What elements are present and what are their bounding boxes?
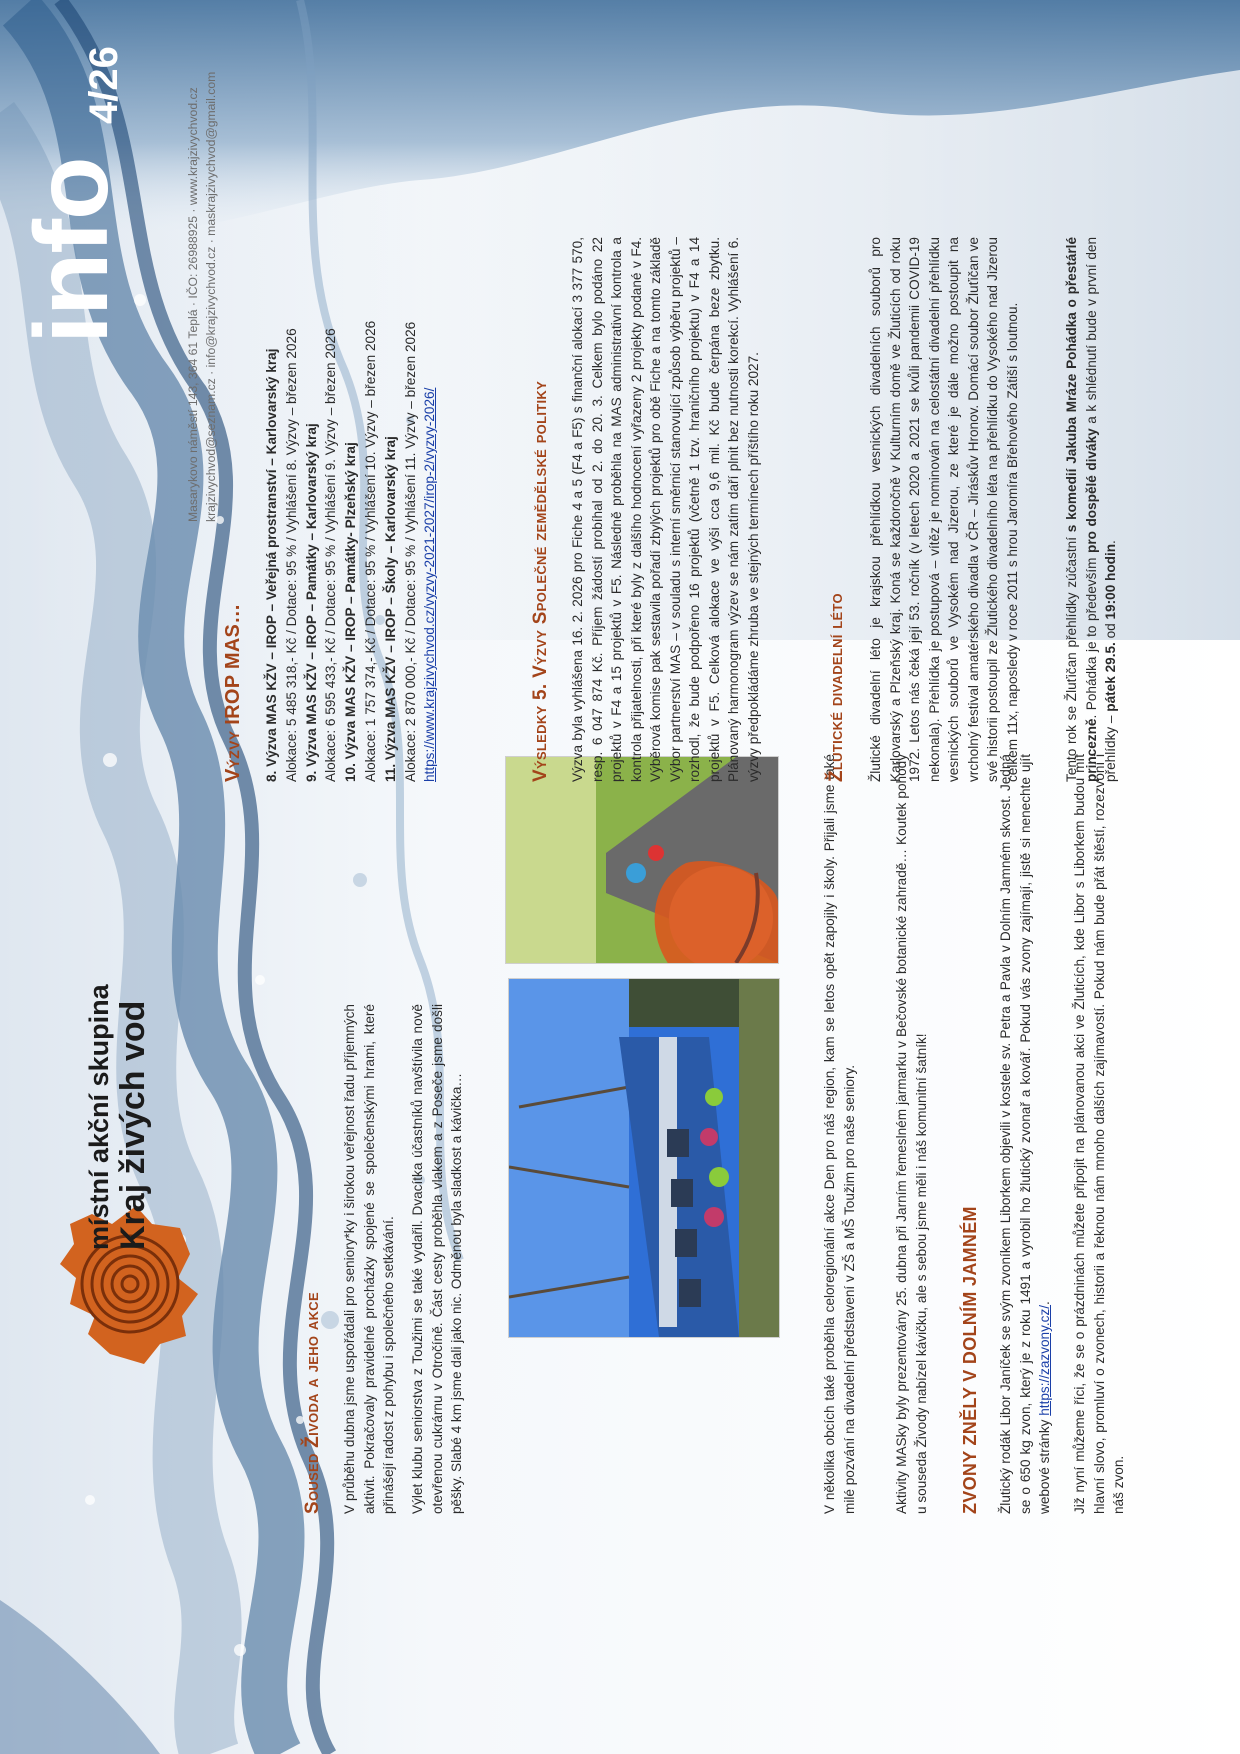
irop-calls-list — [262, 222, 440, 782]
irop-call-11-detail: Alokace: 2 870 000,- Kč / Dotace: 95 % / Vyhlášení 11. Výzvy – březen 2026 — [402, 321, 418, 782]
divadlo-paragraph-1: Žlutické divadelní léto je krajskou přehlídkou vesnických divadelních souborů pro Karlovarský a Plzeňský kraj. Koná se každoročně v Kulturním domě ve Žluticích od roku 1972. Letos nás čeká její 53. ročník (v letech 2020 a 2021 se kvůli pandemii COVID-19 nekonala). Přehlídka je postupová – vítěz je nominován na celostátní divadelní přehlídku vesnických souborů ve Vysokém nad Jizerou, ze které je dále možno postoupit na vrcholný festival amatérského divadla v ČR – Jiráskův Hronov. Domácí soubor Žluťičan ve své historii postoupil ze Žlutického divadelního léta na přehlídku do Vysokého nad Jizerou celkem 11x, naposledy v roce 2011 s hrou Jaromíra Břehového Zátiší s loutnou. — [868, 237, 1020, 782]
zvony-paragraph-2: Již nyní můžeme říci, že se o prázdninách můžete připojit na plánovanou akci ve Žluticích, kde Libor s Liborkem budou mít hlavní slovo, promluví o zvonech, historii a řeknou nám mnoho dalších zajímavostí. Pokud nám bude přát štěstí, rozezvoní i náš zvon. — [1072, 754, 1126, 1514]
mas-logo — [40, 984, 210, 1374]
zazvony-link[interactable]: https://zazvony.cz/ — [1037, 1304, 1052, 1416]
soused-paragraph-2: Výlet klubu seniorstva z Toužimi se také vydařil. Dvacítka účastníků navštívila nově otevřenou cukrárnu v Otročíně. Část cesty proběhla vlakem a z Poseče jsme došli pěšky. Slabé 4 km jsme dali jako nic. Odměnou byla sladkost a kávička… — [410, 1004, 464, 1514]
soused-paragraph-4: Aktivity MASky byly prezentovány 25. dubna při Jarním řemeslném jarmarku v Bečovské botanické zahradě… Koutek pohody u souseda Živody nabízel kávičku, ale s sebou jsme měli i náš komunitní šatník! — [894, 754, 929, 1514]
zvony-paragraph-1-end: . — [1037, 1301, 1052, 1305]
logo-line-1: místní akční skupina — [84, 984, 114, 1250]
masthead-issue: 4/26 — [82, 46, 126, 124]
divadlo-p2-a: Tento rok se Žluťičan přehlídky zúčastní — [1064, 532, 1079, 782]
divadlo-p2-i: . — [1103, 540, 1118, 544]
divadlo-heading: Žlutické divadelní léto — [826, 593, 847, 782]
irop-heading: Výzvy IROP MAS… — [222, 603, 244, 782]
zvony-paragraph-1-text: Žlutický rodák Libor Janíček se svým zvoníkem Liborkem objevili v kostele sv. Petra a Pavla v Dolním Jamném skvost. Jedná se o 650 kg zvon, který je z roku 1491 a vyrobil ho žlutický zvonař a kovář. Pokud vás zvony zajímají, jistě si nenechte ujít webové stránky — [998, 754, 1052, 1514]
masthead-info: info — [14, 157, 130, 344]
logo-line-2: Kraj živých vod — [114, 1000, 152, 1250]
divadlo-p2-f: pátek 29.5. — [1103, 642, 1118, 712]
contact-address: Masarykovo náměstí 143, 364 61 Teplá · IČO: 26988925 · www.krajzivychvod.cz — [186, 87, 200, 522]
divadlo-p2-h: 19:00 hodin — [1103, 543, 1118, 620]
irop-call-10-detail: Alokace: 1 757 374,- Kč / Dotace: 95 % / Vyhlášení 10. Výzvy – březen 2026 — [362, 320, 378, 782]
photo-train-trip — [508, 978, 780, 1338]
irop-call-9-detail: Alokace: 6 595 433,- Kč / Dotace: 95 % / Vyhlášení 9. Výzvy – březen 2026 — [323, 328, 339, 782]
divadlo-p2-d: pro dospělé diváky — [1083, 428, 1099, 553]
contact-emails: krajzivychvod@seznam.cz · info@krajzivychvod.cz · maskrajzivychvod@gmail.com — [204, 71, 218, 522]
photo-walk-selfie — [505, 756, 779, 964]
divadlo-p2-e: a k shlédnutí bude v první den přehlídky – — [1083, 236, 1118, 782]
divadlo-p2-c: . Pohádka je to především — [1083, 552, 1099, 719]
divadlo-paragraph-2 — [1062, 237, 1121, 782]
irop-call-8-detail: Alokace: 5 485 318,- Kč / Dotace: 95 % / Vyhlášení 8. Výzvy – březen 2026 — [283, 328, 299, 782]
soused-paragraph-1: V průběhu dubna jsme uspořádali pro seniory*ky i širokou veřejnost řadu příjemných aktivit. Pokračovaly pravidelné procházky spojené se společenskými hrami, které přinášejí radost z pohybu i společného setkávání. — [342, 1004, 396, 1514]
soused-paragraph-3: V několika obcích také proběhla celoregionální akce Den pro náš region, kam se letos opět zapojily i školy. Přijali jsme také milé pozvání na divadelní představení v ZŠ a MŠ Toužim pro naše seniory. — [822, 754, 857, 1514]
irop-call-8-name: 8. Výzva MAS KŽV – IROP – Veřejná prostranství – Karlovarský kraj — [264, 348, 279, 782]
soused-heading: Soused Živoda a jeho akce — [302, 1292, 323, 1514]
zvony-paragraph-1 — [996, 754, 1055, 1514]
divadlo-p2-b: s komedií Jakuba Mráze Pohádka o přestárlé princezně — [1064, 237, 1099, 782]
irop-call-10-name: 10. Výzva MAS KŽV – IROP – Památky- Plzeňský kraj — [343, 442, 359, 782]
irop-link[interactable]: https://www.krajzivychvod.cz/vyzvy-2021-2027/irop-2/vyzvy-2026/ — [422, 387, 438, 782]
divadlo-p2-g: od — [1103, 619, 1118, 643]
vysledky-heading: Výsledky 5. Výzvy Společné zemědělské politiky — [530, 380, 551, 782]
vysledky-paragraph: Výzva byla vyhlášena 16. 2. 2026 pro Fiche 4 a 5 (F4 a F5) s finanční alokací 3 377 570, resp. 6 047 874 Kč. Příjem žádostí probíhal od 2. do 20. 3. Celkem bylo podáno 22 projektů v F4 a 15 projektů v F5. Následně proběhla na MAS administrativní kontrola a kontrola přijatelnosti, při které byly z dalšího hodnocení vyřazeny 2 projekty podané v F4. Výběrová komise pak sestavila pořadí zbylých projektů pro obě Fiche a na tomto základě Výbor partnerství MAS – v souladu s interní směrnicí stanovující způsob výběru projektů – rozhodl, že bude podpořeno 16 projektů (včetně 1 tzv. hraničního projektu) v F4 a 14 projektů v F5. Celková alokace ve výši cca 9,6 mil. Kč bude čerpána beze zbytku. Plánovaný harmonogram výzev se nám zatím daří plnit bez nutnosti korekcí. Vyhlášení 6. výzvy předpokládáme zhruba ve stejných termínech příštího roku 2027. — [570, 237, 761, 782]
irop-call-9-name: 9. Výzva MAS KŽV – IROP – Památky – Karlovarský kraj — [303, 423, 319, 782]
irop-call-11-name: 11. Výzva MAS KŽV – IROP – Školy – Karlovarský kraj — [382, 436, 398, 782]
zvony-heading: ZVONY ZNĚLY V DOLNÍM JAMNÉM — [960, 1206, 980, 1514]
